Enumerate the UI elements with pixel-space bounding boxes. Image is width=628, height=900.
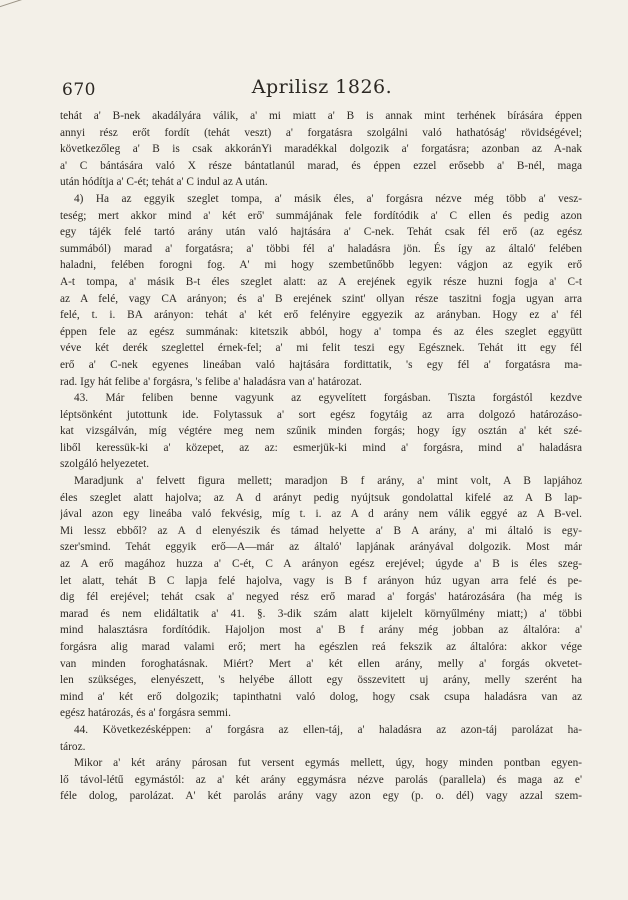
- page-number: 670: [62, 80, 96, 100]
- text-line: haladni, felében forogni fog. A' mi hogy szembetűnőbb legyen: vágjon az egyik erő: [60, 259, 582, 272]
- text-line: rad. Igy hát felibe a' forgásra, 's felibe a' haladásra van a' határozat.: [60, 375, 362, 388]
- text-line: tehát a' B-nek akadályára válik, a' mi miatt a' B is annak mint terhének bírására éppen: [60, 110, 582, 122]
- text-line: mind halasztásra fordítódik. Hajoljon most a' B f arány még jobban az általóra: a': [60, 624, 582, 637]
- text-line: mind a' két erő dolgozik; tapinthatni való dolog, hogy csak csupa haladásra van az: [60, 690, 582, 703]
- text-line: egy tájék felé tartó arány után való hajtására a' C-nek. Tehát csak fél erő (az egész: [60, 226, 582, 239]
- text-line: teség; mert akkor mind a' két erő' summájának fele fordítódik a' C ellen és pedig azon: [60, 209, 582, 222]
- body-text: [60, 108, 582, 805]
- text-line: léptsönként jutottunk ide. Folytassuk a' sort egész fogytáig az arra dolgozó határozáso-: [60, 408, 582, 421]
- text-line: az A erő magához huzza a' C-ét, C A arányon egész erejével; úgyde a' B is éles szeg-: [60, 558, 582, 571]
- text-line: egész határozás, és a' forgásra semmi.: [60, 707, 231, 720]
- text-line: dig fél erejével; tehát csak a' negyed rész erő marad a' forgás' határozására (ha még is: [60, 591, 582, 604]
- text-line: 4) Ha az eggyik szeglet tompa, a' másik éles, a' forgásra nézve még több a' vesz-: [74, 192, 582, 205]
- text-line: forgásra alig marad valami erő; mert ha egészlen reá fekszik az általóra: akkor vége: [60, 641, 582, 653]
- corner-smudge: [0, 0, 41, 21]
- text-line: következőleg a' B is csak akkoránYi maradékkal dolgozik a' forgatásra; azonban az A-nak: [60, 143, 582, 156]
- text-line: marad és nem elidáltatik a' 41. §. 3-dik szám alatt kijelelt környűlmény miatt;) a' többi: [60, 607, 582, 620]
- text-line: kat vizsgálván, míg végtére meg nem szűnik minden forgás; hogy így osztán a' két szé-: [60, 425, 582, 438]
- text-line: szolgáló helyezetet.: [60, 458, 150, 471]
- text-line: 44. Következésképpen: a' forgásra az ellen-táj, a' haladásra az azon-táj parolázat ha-: [74, 723, 582, 736]
- text-line: szer'smind. Tehát eggyik erő—A—már az általó' lapjának arányával dolgozik. Most már: [60, 541, 582, 554]
- page-header: [62, 76, 582, 102]
- text-line: éppen fele az egész summának: kitetszik abból, hogy a' tompa és az éles szeglet eggyütt: [60, 325, 582, 338]
- text-line: annyi rész erőt fordít (tehát veszt) a' forgatásra szolgálni való hathatóság' rövidségével;: [60, 126, 582, 139]
- text-line: len szükséges, elenyészett, 's helyébe állott egy összevitett uj arány, melly szerént ha: [60, 674, 582, 687]
- text-line: jával azon egy lineába való fekvésig, míg t. i. az A d arány nem válik eggyé az A B-vel.: [60, 508, 582, 521]
- text-line: van minden foroghatásnak. Miért? Mert a' két ellen arány, melly a' forgás okvetet-: [60, 657, 582, 670]
- text-line: let alatt, tehát B C lapja felé hajolva, vagy is B f arányon húz ugyan arra felé és pe-: [60, 574, 582, 587]
- text-line: Mikor a' két arány párosan fut versent egymás mellett, úgy, hogy minden pontban egyen-: [74, 757, 582, 770]
- text-line: 43. Már feliben benne vagyunk az egyvelített forgásban. Tiszta forgástól kezdve: [74, 392, 582, 405]
- text-line: lő távol-létű egymástól: az a' két arány eggymásra nézve parolás (parallela) és maga az e': [60, 773, 582, 786]
- text-line: az A felé, vagy CA arányon; és a' B erejének szint' ollyan része taszitni fogja ugyan arra: [60, 292, 582, 305]
- text-line: felé, t. i. BA arányon: tehát a' két erő felényire eggyezik az arányban. Hogy ez a' fél: [60, 309, 582, 322]
- text-line: után hódítja a' C-ét; tehát a' C indul az A után.: [60, 176, 268, 189]
- text-line: liből keressük-ki a' közepet, az az: esmerjük-ki mind a' forgásra, mind a' haladásra: [60, 441, 582, 454]
- text-line: Mi lessz ebből? az A d elenyészik és támad helyette a' B A arány, a' mi általó is egy-: [60, 524, 582, 537]
- text-line: erő a' C-nek egyenes lineában való hajtására fordittatik, 's egy fél a' forgatásra ma-: [60, 358, 582, 371]
- text-line: summából) marad a' forgatásra; a' többi fél a' haladásra jön. És így az általó' felében: [60, 242, 582, 255]
- text-line: éles szeglet alatt hajolva; az A d arányt pedig nyújtsuk gondolattal kifelé az A B lap-: [60, 491, 582, 504]
- text-line: A-t tompa, a' másik B-t éles szeglet alatt: az A erejének egyik része huzni fogja a' C-t: [60, 275, 582, 288]
- text-line: véve két derék szeglettel érnek-fel; a' mi felit teszi egy Egésznek. Tehát itt egy fél: [60, 342, 582, 355]
- text-line: Maradjunk a' felvett figura mellett; maradjon B f arány, a' mint volt, A B lapjához: [74, 475, 582, 488]
- text-line: féle dolog, parolázat. A' két parolás arány vagy azon egy (p. o. dél) vagy azzal szem-: [60, 790, 582, 803]
- text-line: a' C bántására való X része bántatlanúl marad, és éppen ezzel erősebb a' B-nél, maga: [60, 159, 582, 172]
- page-title: Aprilisz 1826.: [251, 76, 393, 98]
- text-line: tároz.: [60, 740, 86, 753]
